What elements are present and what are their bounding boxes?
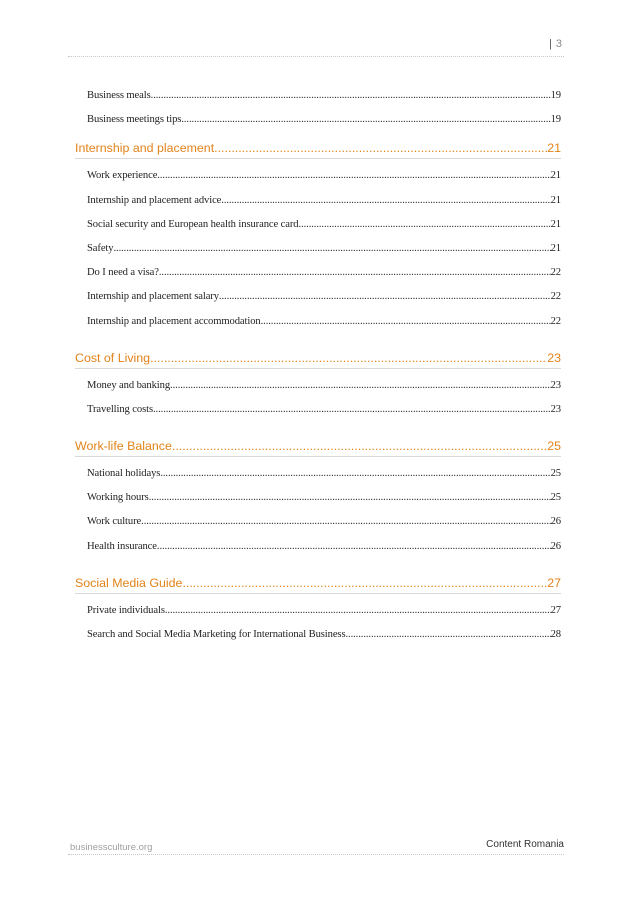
page-number-separator: |	[549, 38, 552, 50]
toc-entry-title: Business meals	[87, 90, 151, 101]
toc-section-title: Social Media Guide	[75, 575, 183, 590]
toc-section-social-media-guide[interactable]	[75, 573, 561, 594]
toc-entry-page: 21	[550, 194, 561, 206]
toc-entry-page: 26	[550, 540, 561, 552]
toc-leader	[182, 573, 547, 593]
toc-entry-title: Internship and placement accommodation	[87, 315, 261, 327]
toc-section-title: Cost of Living	[75, 350, 151, 365]
toc-leader	[219, 287, 551, 307]
toc-entry-page: 21	[550, 242, 561, 254]
page-header	[68, 36, 564, 57]
toc-leader	[149, 488, 551, 508]
toc-entry-page: 21	[550, 218, 561, 230]
toc-entry-title: Search and Social Media Marketing for International Business	[87, 629, 346, 640]
toc-leader	[170, 376, 551, 396]
toc-leader	[261, 312, 551, 332]
toc-entry-title: Working hours	[87, 492, 149, 504]
toc-section-page: 25	[547, 439, 561, 454]
toc-entry-page: 22	[550, 267, 561, 279]
toc-leader	[159, 263, 551, 283]
toc-leader	[150, 348, 547, 368]
toc-entry-working-hours[interactable]	[87, 488, 561, 512]
toc-section-page: 23	[547, 350, 561, 365]
toc-entry-page: 23	[550, 403, 561, 415]
page-number-value: 3	[555, 38, 562, 50]
toc-entry-money-and-banking[interactable]	[87, 376, 561, 400]
toc-entry-title: Safety	[87, 242, 114, 254]
toc-entry-business-meals[interactable]	[87, 86, 561, 110]
toc-entry-page: 25	[550, 468, 561, 480]
toc-entry-internship-accommodation[interactable]	[87, 312, 561, 336]
toc-entry-page: 19	[550, 114, 561, 126]
toc-leader	[181, 110, 550, 130]
toc-leader	[151, 86, 551, 106]
toc-entry-title: Work culture	[87, 516, 142, 528]
toc-leader	[345, 625, 550, 645]
toc-leader	[221, 191, 550, 211]
toc-entry-internship-salary[interactable]	[87, 287, 561, 311]
toc-entry-title: Social security and European health insurance card	[87, 218, 299, 230]
toc-section-internship-and-placement[interactable]	[75, 138, 561, 159]
toc-section-page: 21	[547, 141, 561, 156]
toc-entry-social-security[interactable]	[87, 215, 561, 239]
toc-entry-title: Work experience	[87, 170, 158, 182]
toc-leader	[299, 215, 551, 235]
toc-leader	[141, 512, 550, 532]
toc-entry-work-culture[interactable]	[87, 512, 561, 536]
toc-entry-title: Private individuals	[87, 604, 165, 616]
toc-leader	[153, 400, 551, 420]
toc-entry-national-holidays[interactable]	[87, 464, 561, 488]
toc-entry-title: Do I need a visa?	[87, 267, 159, 279]
table-of-contents	[75, 86, 561, 649]
toc-section-title: Internship and placement	[75, 141, 215, 156]
page-number	[549, 38, 562, 50]
footer-document-title: Content Romania	[486, 839, 564, 850]
footer-site-name: businessculture.org	[70, 842, 153, 853]
toc-entry-title: Business meetings tips	[87, 114, 182, 126]
toc-leader	[160, 464, 550, 484]
toc-entry-private-individuals[interactable]	[87, 601, 561, 625]
toc-entry-health-insurance[interactable]	[87, 537, 561, 561]
toc-entry-title: Health insurance	[87, 540, 157, 552]
toc-entry-page: 27	[550, 604, 561, 616]
toc-entry-work-experience[interactable]	[87, 166, 561, 190]
toc-entry-title: National holidays	[87, 468, 161, 480]
toc-entry-visa[interactable]	[87, 263, 561, 287]
toc-leader	[113, 239, 550, 259]
toc-entry-page: 25	[550, 492, 561, 504]
toc-entry-search-and-social-media-marketing[interactable]	[87, 625, 561, 649]
toc-leader	[165, 601, 551, 621]
toc-section-title: Work-life Balance	[75, 439, 172, 454]
toc-leader	[214, 138, 547, 158]
toc-leader	[172, 436, 547, 456]
toc-entry-page: 26	[550, 516, 561, 528]
toc-entry-page: 22	[550, 291, 561, 303]
toc-entry-travelling-costs[interactable]	[87, 400, 561, 424]
toc-leader	[157, 166, 550, 186]
toc-section-work-life-balance[interactable]	[75, 436, 561, 457]
toc-entry-page: 21	[550, 170, 561, 182]
toc-section-cost-of-living[interactable]	[75, 348, 561, 369]
toc-entry-title: Internship and placement advice	[87, 194, 222, 206]
toc-entry-page: 22	[550, 315, 561, 327]
toc-leader	[157, 537, 551, 557]
toc-entry-business-meetings-tips[interactable]	[87, 110, 561, 134]
toc-entry-safety[interactable]	[87, 239, 561, 263]
toc-entry-internship-advice[interactable]	[87, 191, 561, 215]
toc-section-page: 27	[547, 575, 561, 590]
page-footer	[68, 838, 564, 855]
toc-entry-title: Travelling costs	[87, 403, 153, 415]
toc-entry-page: 28	[550, 629, 561, 640]
toc-entry-page: 23	[550, 379, 561, 391]
toc-entry-page: 19	[550, 90, 561, 101]
toc-entry-title: Internship and placement salary	[87, 291, 219, 303]
toc-entry-title: Money and banking	[87, 379, 171, 391]
